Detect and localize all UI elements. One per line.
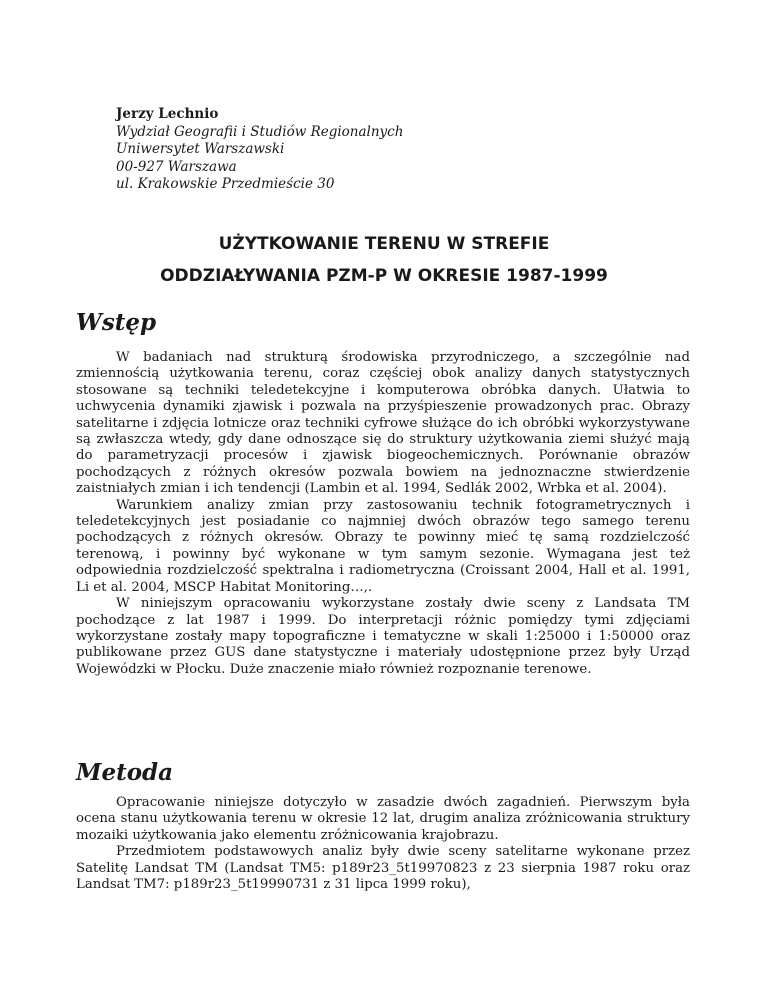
paragraph: Opracowanie niniejsze dotyczyło w zasadzie dwóch zagadnień. Pierwszym była ocena stanu użytkowania terenu w okresie 12 lat, drugim analiza zróżnicowania struktury mozaiki użytkowania jako elementu zróżnicowania krajobrazu. (76, 795, 690, 843)
affiliation-line: 00-927 Warszawa (116, 158, 237, 175)
paragraph: Przedmiotem podstawowych analiz były dwie sceny satelitarne wykonane przez Satelitę Landsat TM (Landsat TM5: p189r23_5t19970823 z 23 sierpnia 1987 roku oraz Landsat TM7: p189r23_5t19990731 z 31 lipca 1999 roku), (76, 844, 690, 893)
section-heading-intro: Wstęp (76, 309, 157, 336)
paragraph: W niniejszym opracowaniu wykorzystane zostały dwie sceny z Landsata TM pochodzące z lat 1987 i 1999. Do interpretacji różnic pomiędzy tymi zdjęciami wykorzystane zostały mapy topograficzne i tematyczne w skali 1:25000 i 1:50000 oraz publikowane przez GUS dane statystyczne i materiały udostępnione przez były Urząd Wojewódzki w Płocku. Duże znaczenie miało również rozpoznanie terenowe. (76, 596, 690, 677)
affiliation-line: Wydział Geografii i Studiów Regionalnych (116, 123, 404, 140)
paragraph: W badaniach nad strukturą środowiska przyrodniczego, a szczególnie nad zmiennością użytkowania terenu, coraz częściej obok analizy danych statystycznych stosowane są techniki teledetekcyjne i komputerowa obróbka danych. Ułatwia to uchwycenia dynamiki zjawisk i pozwala na przyśpieszenie prowadzonych prac. Obrazy satelitarne i zdjęcia lotnicze oraz techniki cyfrowe służące do ich obróbki wykorzystywane są zwłaszcza wtedy, gdy dane odnoszące się do struktury użytkowania ziemi służyć mają do parametryzacji procesów i zjawisk biogeochemicznych. Porównanie obrazów pochodzących z różnych okresów pozwala bowiem na jednoznaczne stwierdzenie zaistniałych zmian i ich tendencji (Lambin et al. 1994, Sedlák 2002, Wrbka et al. 2004). (76, 350, 690, 497)
paragraph: Warunkiem analizy zmian przy zastosowaniu technik fotogrametrycznych i teledetekcyjnych jest posiadanie co najmniej dwóch obrazów tego samego terenu pochodzących z różnych okresów. Obrazy te powinny mieć tę samą rozdzielczość terenową, i powinny być wykonane w tym samym sezonie. Wymagana jest też odpowiednia rozdzielczość spektralna i radiometryczna (Croissant 2004, Hall et al. 1991, Li et al. 2004, MSCP Habitat Monitoring…,. (76, 497, 690, 595)
author-block (116, 106, 403, 194)
paper-title-line-2: ODDZIAŁYWANIA PZM-P W OKRESIE 1987-1999 (160, 266, 608, 286)
section-body-method (76, 795, 690, 893)
section-body-intro (76, 350, 690, 678)
paper-title-line-1: UŻYTKOWANIE TERENU W STREFIE (218, 234, 550, 254)
affiliation-line: ul. Krakowskie Przedmieście 30 (116, 176, 335, 193)
author-name: Jerzy Lechnio (116, 106, 219, 122)
section-heading-method: Metoda (76, 759, 174, 786)
affiliation-line: Uniwersytet Warszawski (116, 141, 285, 158)
